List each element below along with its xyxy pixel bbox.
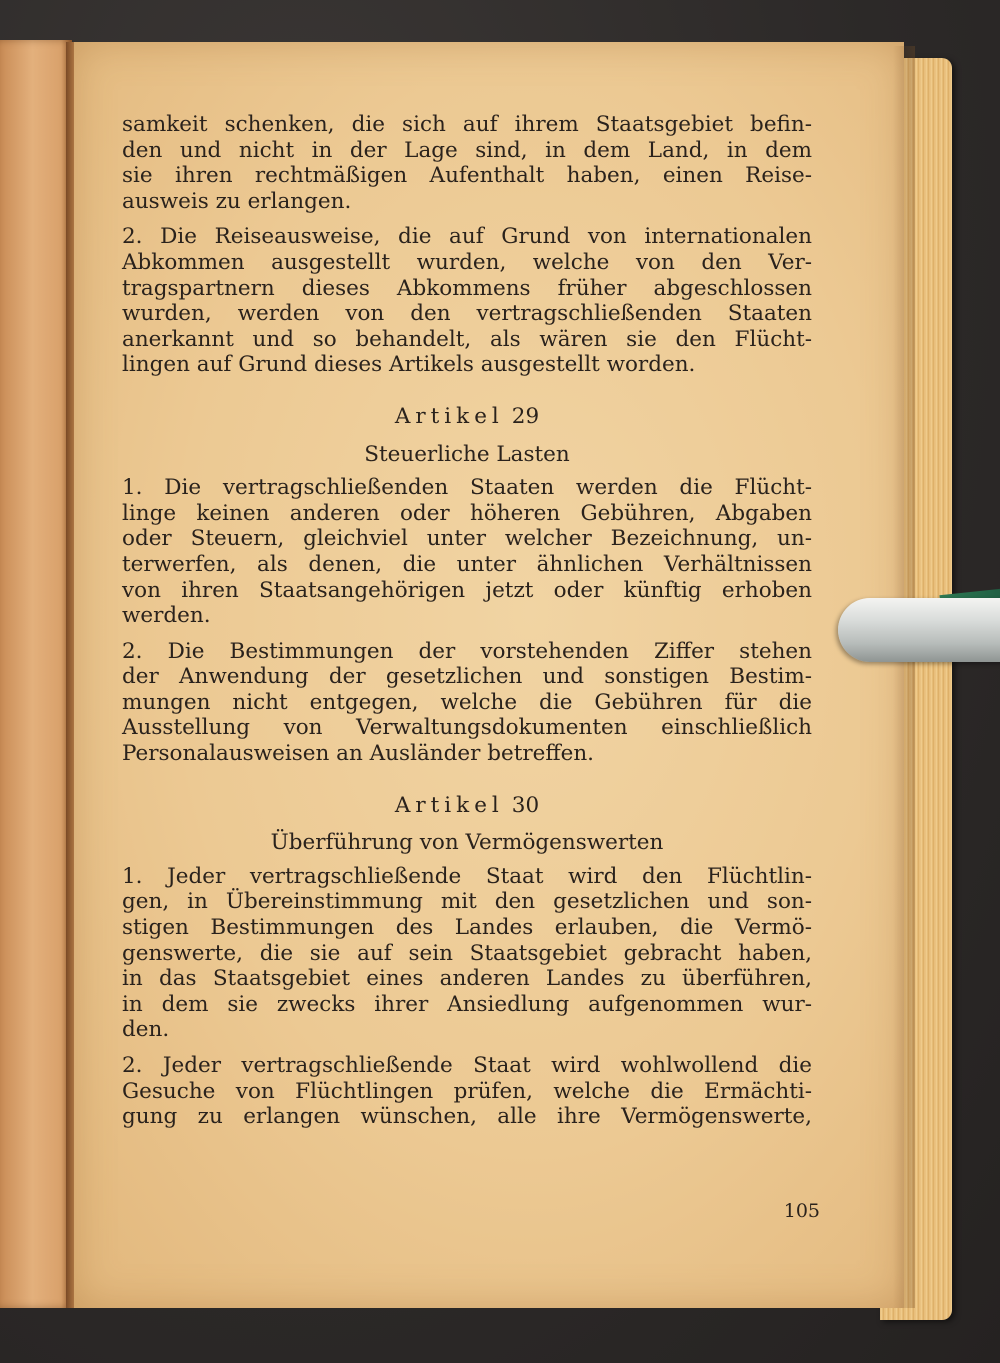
text-line: tragspartnern dieses Abkommens früher abgeschlossen [122,275,812,301]
text-line: den und nicht in der Lage sind, in dem Land, in dem [122,137,812,163]
text-line: terwerfen, als denen, die unter ähnlichen Verhältnissen [122,551,812,577]
text-line: von ihren Staatsangehörigen jetzt oder künftig erhoben [122,577,812,603]
bookmark-tab [838,598,1000,662]
article-number: 30 [511,792,540,818]
article-30-title [122,793,812,819]
article-30-heading: Überführung von Vermögenswerten [270,830,664,856]
left-page-edge [0,40,72,1308]
text-line: samkeit schenken, die sich auf ihrem Staatsgebiet befin- [122,112,812,137]
text-line: 2. Die Reiseausweise, die auf Grund von internationalen [122,224,812,250]
text-line: wurden, werden von den vertragschließenden Staaten [122,301,812,327]
text-line: Gesuche von Flüchtlingen prüfen, welche die Ermächti- [122,1078,812,1104]
page-edge-shadow [893,46,915,1308]
text-line: 1. Die vertragschließenden Staaten werden die Flücht- [122,475,812,501]
text-line: Ausstellung von Verwaltungsdokumenten einschließlich [122,715,812,741]
article-label: Artikel [394,403,504,429]
article-number: 29 [511,403,540,429]
text-line: werden. [122,603,211,629]
text-line: mungen nicht entgegen, welche die Gebühren für die [122,689,812,715]
article-label: Artikel [394,792,504,818]
page-text [122,112,812,1140]
text-line: in das Staatsgebiet eines anderen Landes zu überführen, [122,966,812,992]
text-line: stigen Bestimmungen des Landes erlauben, die Vermö- [122,915,812,941]
text-line: ausweis zu erlangen. [122,188,352,214]
text-line: gen, in Übereinstimmung mit den gesetzlichen und son- [122,889,812,915]
article-30-paragraph-1 [122,864,812,1043]
article-30-paragraph-2 [122,1053,812,1130]
text-line: Abkommen ausgestellt wurden, welche von den Ver- [122,249,812,275]
article-29-title [122,404,812,430]
article-29-paragraph-1 [122,475,812,629]
text-line: 1. Jeder vertragschließende Staat wird den Flüchtlin- [122,863,812,889]
text-line: lingen auf Grund dieses Artikels ausgestellt worden. [122,352,696,378]
text-line: der Anwendung der gesetzlichen und sonstigen Bestim- [122,664,812,690]
text-line: oder Steuern, gleichviel unter welcher Bezeichnung, un- [122,526,812,552]
text-line: anerkannt und so behandelt, als wären sie den Flücht- [122,326,812,352]
text-line: 2. Die Bestimmungen der vorstehenden Ziffer stehen [122,638,812,664]
text-line: genswerte, die sie auf sein Staatsgebiet gebracht haben, [122,940,812,966]
page-number: 105 [783,1200,820,1222]
paragraph-2 [122,224,812,378]
text-line: den. [122,1017,170,1043]
text-line: Personalausweisen an Ausländer betreffen. [122,741,595,767]
article-29-heading: Steuerliche Lasten [364,441,570,467]
intro-paragraph [122,112,812,214]
text-line: sie ihren rechtmäßigen Aufenthalt haben, einen Reise- [122,163,812,189]
text-line: in dem sie zwecks ihrer Ansiedlung aufgenommen wur- [122,991,812,1017]
text-line: 2. Jeder vertragschließende Staat wird wohlwollend die [122,1053,812,1078]
text-line: linge keinen anderen oder höheren Gebühren, Abgaben [122,500,812,526]
article-29-paragraph-2 [122,639,812,767]
text-line: gung zu erlangen wünschen, alle ihre Vermögenswerte, [122,1104,812,1130]
